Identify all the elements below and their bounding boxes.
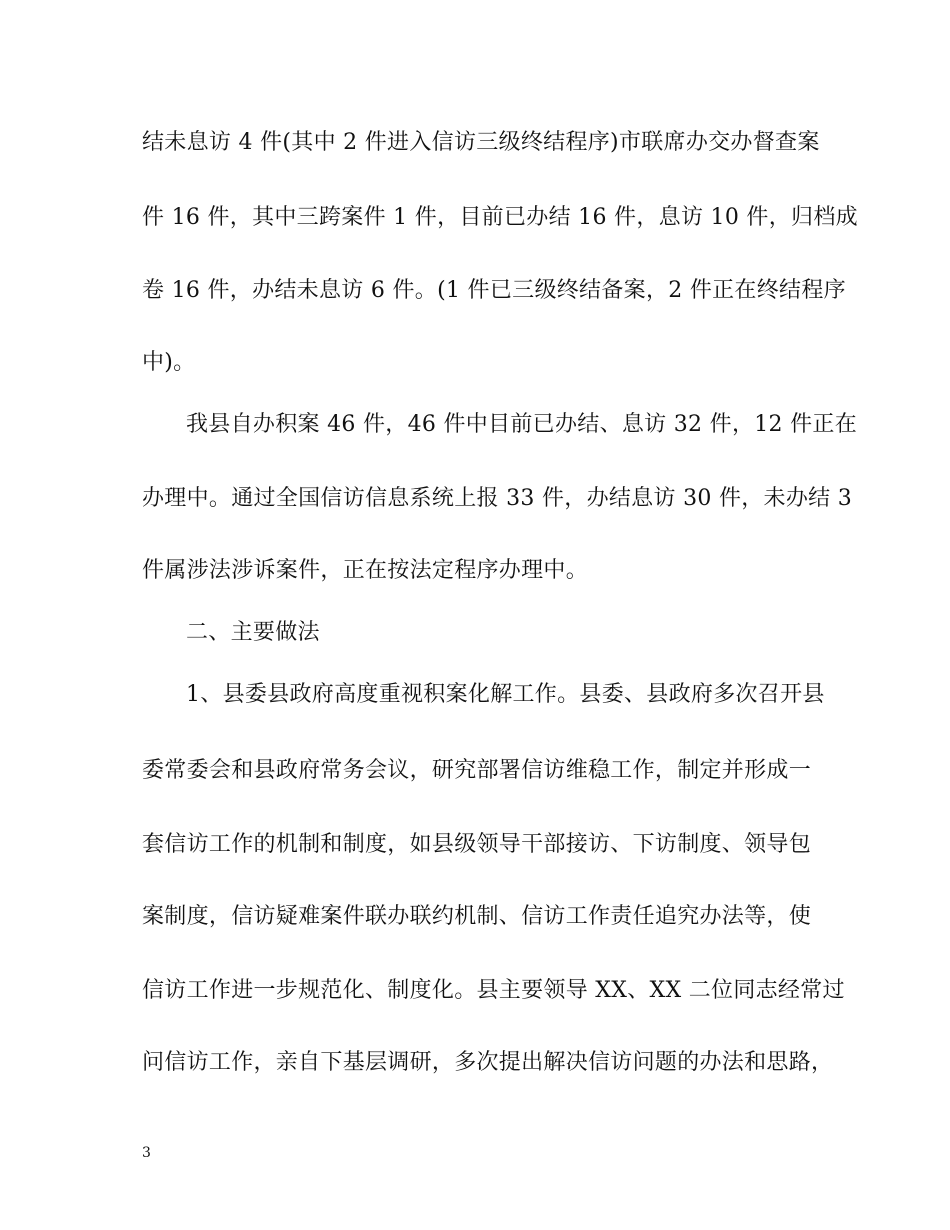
page-number: 3 xyxy=(142,1145,151,1161)
section-heading: 二、主要做法 xyxy=(186,620,320,645)
paragraph-first-line: 我县自办积案 46 件，46 件中目前已办结、息访 32 件，12 件正在 xyxy=(186,412,858,437)
body-text-line: 件 16 件，其中三跨案件 1 件，目前已办结 16 件，息访 10 件，归档成 xyxy=(142,205,858,230)
body-text-line: 办理中。通过全国信访信息系统上报 33 件，办结息访 30 件，未办结 3 xyxy=(142,486,853,511)
body-text-line: 卷 16 件，办结未息访 6 件。(1 件已三级终结备案，2 件正在终结程序 xyxy=(142,278,846,303)
body-text-line: 件属涉法涉诉案件，正在按法定程序办理中。 xyxy=(142,558,589,583)
body-text-line: 结未息访 4 件(其中 2 件进入信访三级终结程序)市联席办交办督查案 xyxy=(142,130,820,155)
body-text-line: 委常委会和县政府常务会议，研究部署信访维稳工作，制定并形成一 xyxy=(142,758,812,783)
body-text-line: 中)。 xyxy=(142,350,196,375)
body-text-line: 信访工作进一步规范化、制度化。县主要领导 XX、XX 二位同志经常过 xyxy=(142,978,845,1003)
paragraph-first-line: 1、县委县政府高度重视积案化解工作。县委、县政府多次召开县 xyxy=(186,682,825,707)
body-text-line: 案制度，信访疑难案件联办联约机制、信访工作责任追究办法等，使 xyxy=(142,904,812,929)
body-text-line: 套信访工作的机制和制度，如县级领导干部接访、下访制度、领导包 xyxy=(142,832,812,857)
body-text-line: 问信访工作，亲自下基层调研，多次提出解决信访问题的办法和思路， xyxy=(142,1050,834,1075)
